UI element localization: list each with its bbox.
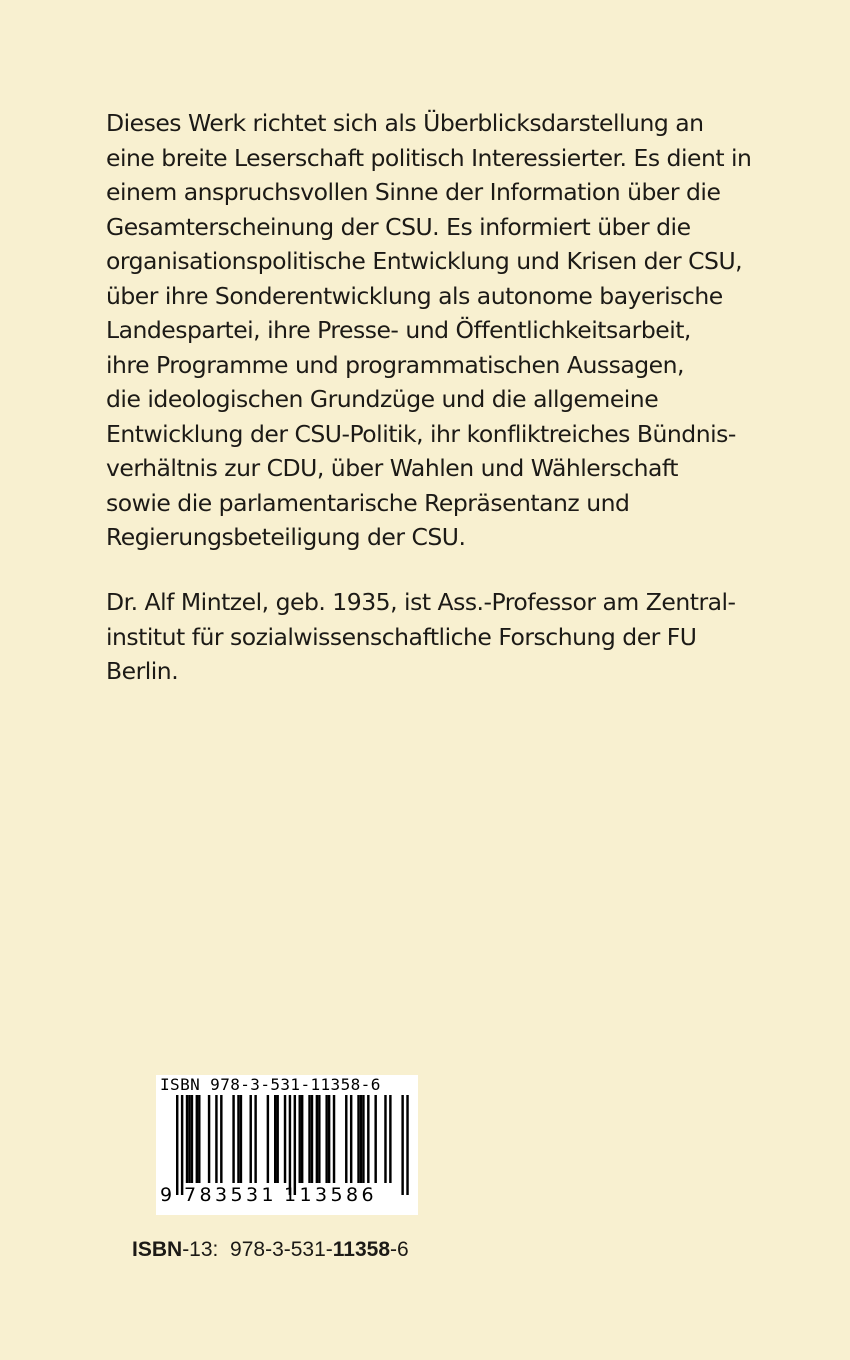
barcode-bar: [328, 1095, 330, 1183]
blurb-line: Regierungsbeteiligung der CSU.: [106, 523, 466, 551]
barcode-bar: [333, 1095, 335, 1183]
barcode-bar: [196, 1095, 198, 1183]
barcode-bar: [220, 1095, 222, 1183]
barcode-right-digits: 113586: [284, 1184, 377, 1206]
barcode-bar: [350, 1095, 352, 1183]
blurb-line: ihre Programme und programmatischen Aussagen,: [106, 350, 684, 379]
barcode-bar: [215, 1095, 217, 1183]
isbn13-line: [132, 1236, 409, 1264]
blurb-line: sowie die parlamentarische Repräsentanz und: [106, 488, 630, 517]
barcode-bar: [406, 1095, 408, 1195]
blurb-paragraph: [106, 106, 786, 555]
barcode-bar: [389, 1095, 391, 1183]
author-line: Dr. Alf Mintzel, geb. 1935, ist Ass.-Professor am Zentral-: [106, 588, 736, 616]
blurb-line: verhältnis zur CDU, über Wahlen und Wählerschaft: [106, 454, 678, 482]
barcode-bar: [308, 1095, 310, 1183]
isbn13-prefix-bold: ISBN: [132, 1238, 183, 1261]
blurb-line: eine breite Leserschaft politisch Interessierter. Es dient in: [106, 143, 752, 172]
barcode-bar: [401, 1095, 403, 1195]
barcode-bar: [274, 1095, 276, 1183]
barcode-bars: [156, 1095, 418, 1195]
barcode-bar: [240, 1095, 242, 1183]
barcode-bar: [198, 1095, 200, 1183]
barcode-bar: [237, 1095, 239, 1183]
barcode-bar: [367, 1095, 369, 1183]
barcode-bar: [284, 1095, 286, 1183]
barcode-bar: [188, 1095, 190, 1183]
barcode-bar: [311, 1095, 313, 1183]
barcode-bar: [318, 1095, 320, 1183]
barcode: [156, 1075, 418, 1215]
barcode-bar: [181, 1095, 183, 1195]
barcode-bar: [276, 1095, 278, 1183]
barcode-lead-digit: 9: [160, 1184, 173, 1206]
barcode-isbn-label: ISBN 978-3-531-11358-6: [160, 1075, 381, 1094]
barcode-bar: [325, 1095, 327, 1183]
barcode-bar: [289, 1095, 291, 1195]
barcode-bar: [345, 1095, 347, 1183]
barcode-bar: [232, 1095, 234, 1183]
barcode-bar: [250, 1095, 252, 1183]
barcode-bar: [254, 1095, 256, 1183]
barcode-bar: [294, 1095, 296, 1195]
barcode-bar: [186, 1095, 188, 1183]
author-bio: [106, 585, 786, 689]
barcode-bar: [374, 1095, 376, 1183]
blurb-line: Dieses Werk richtet sich als Überblicksdarstellung an: [106, 109, 704, 137]
blurb-line: einem anspruchsvollen Sinne der Information über die: [106, 178, 721, 206]
barcode-bar: [299, 1095, 301, 1183]
blurb-line: über ihre Sonderentwicklung als autonome bayerische: [106, 281, 723, 310]
author-line: institut für sozialwissenschaftliche Forschung der FU: [106, 622, 697, 651]
barcode-bar: [362, 1095, 364, 1183]
barcode-bar: [208, 1095, 210, 1183]
blurb-line: organisationspolitische Entwicklung und Krisen der CSU,: [106, 247, 743, 275]
barcode-bar: [191, 1095, 193, 1183]
blurb-line: Entwicklung der CSU-Politik, ihr konfliktreiches Bündnis-: [106, 419, 736, 448]
barcode-bar: [176, 1095, 178, 1195]
blurb-line: Landespartei, ihre Presse- und Öffentlichkeitsarbeit,: [106, 316, 691, 344]
isbn13-prefix-rest: -13: 978-3-531-: [182, 1238, 333, 1261]
barcode-bar: [360, 1095, 362, 1183]
isbn13-suffix: -6: [390, 1238, 409, 1261]
author-line: Berlin.: [106, 657, 179, 685]
barcode-bar: [357, 1095, 359, 1183]
barcode-bar: [384, 1095, 386, 1183]
isbn13-bold-part: 11358: [332, 1238, 391, 1261]
barcode-bar: [301, 1095, 303, 1183]
barcode-left-digits: 783531: [184, 1184, 277, 1206]
blurb-line: Gesamterscheinung der CSU. Es informiert über die: [106, 212, 691, 241]
barcode-bar: [316, 1095, 318, 1183]
blurb-line: die ideologischen Grundzüge und die allgemeine: [106, 385, 659, 413]
barcode-bar: [267, 1095, 269, 1183]
